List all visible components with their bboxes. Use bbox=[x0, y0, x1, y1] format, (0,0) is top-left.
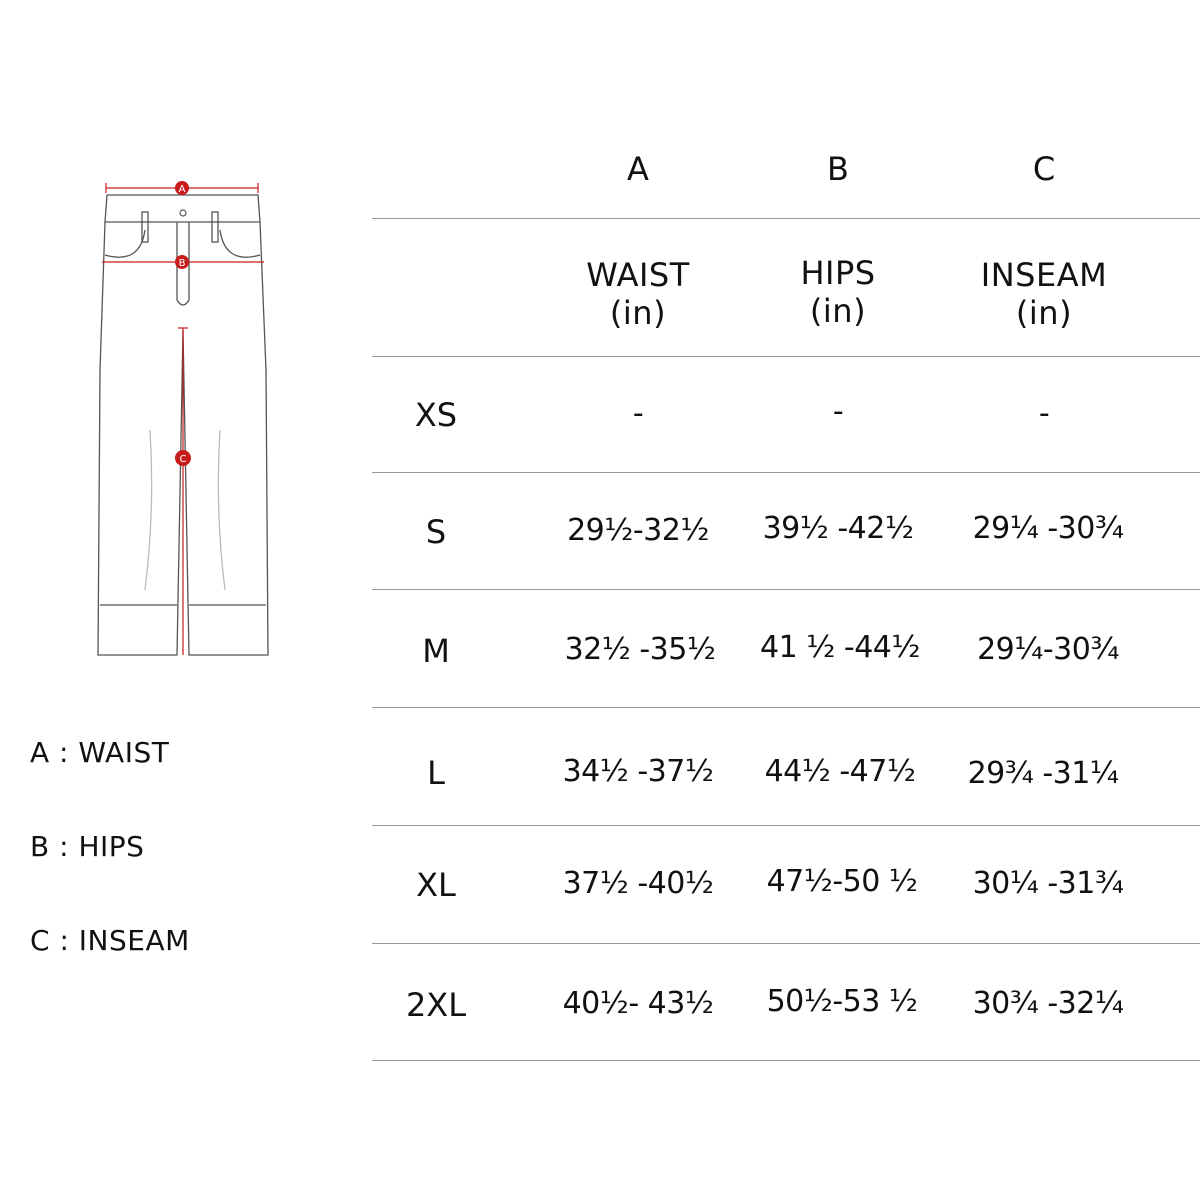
waist-value: - bbox=[632, 396, 644, 431]
header-waist bbox=[528, 256, 748, 332]
table-rule bbox=[372, 825, 1200, 826]
table-rule bbox=[372, 589, 1200, 590]
table-rule bbox=[372, 707, 1200, 708]
table-rule bbox=[372, 356, 1200, 357]
table-rule bbox=[372, 1060, 1200, 1061]
legend-inseam: C : INSEAM bbox=[30, 924, 190, 957]
hips-value: 39½ -42½ bbox=[762, 511, 914, 546]
table-rule bbox=[372, 943, 1200, 944]
legend-waist: A : WAIST bbox=[30, 736, 170, 769]
size-label: XS bbox=[414, 396, 458, 434]
header-hips bbox=[728, 254, 948, 330]
column-letter-b: B bbox=[827, 150, 849, 188]
waist-value: 29½-32½ bbox=[567, 513, 709, 548]
inseam-value: 30¾ -32¼ bbox=[972, 986, 1124, 1021]
hips-value: 41 ½ -44½ bbox=[760, 630, 920, 665]
header-hips-name: HIPS bbox=[800, 254, 876, 292]
marker-b-label: B bbox=[178, 258, 186, 269]
hips-value: 47½-50 ½ bbox=[766, 864, 918, 899]
header-inseam-unit: (in) bbox=[1015, 294, 1073, 332]
inseam-value: 29¾ -31¼ bbox=[967, 756, 1119, 791]
waist-value: 40½- 43½ bbox=[562, 986, 714, 1021]
size-label: XL bbox=[416, 866, 456, 904]
header-inseam-name: INSEAM bbox=[980, 256, 1108, 294]
header-waist-unit: (in) bbox=[609, 294, 667, 332]
marker-a-label: A bbox=[178, 184, 186, 195]
pants-diagram bbox=[90, 170, 280, 670]
column-letter-a: A bbox=[627, 150, 649, 188]
size-label: M bbox=[422, 632, 450, 670]
legend-hips: B : HIPS bbox=[30, 830, 145, 863]
header-waist-name: WAIST bbox=[586, 256, 690, 294]
table-rule bbox=[372, 218, 1200, 219]
waist-value: 32½ -35½ bbox=[564, 632, 716, 667]
hips-value: - bbox=[832, 394, 844, 429]
inseam-value: - bbox=[1038, 396, 1050, 431]
size-label: 2XL bbox=[405, 986, 467, 1024]
inseam-value: 29¼-30¾ bbox=[977, 632, 1119, 667]
header-inseam bbox=[934, 256, 1154, 332]
table-rule bbox=[372, 472, 1200, 473]
size-label: L bbox=[427, 754, 445, 792]
waist-value: 34½ -37½ bbox=[562, 754, 714, 789]
size-label: S bbox=[425, 513, 447, 551]
waist-value: 37½ -40½ bbox=[562, 866, 714, 901]
inseam-value: 30¼ -31¾ bbox=[972, 866, 1124, 901]
inseam-value: 29¼ -30¾ bbox=[972, 511, 1124, 546]
column-letter-c: C bbox=[1032, 150, 1056, 188]
hips-value: 50½-53 ½ bbox=[766, 984, 918, 1019]
marker-c-label: C bbox=[179, 454, 187, 465]
header-hips-unit: (in) bbox=[809, 292, 867, 330]
hips-value: 44½ -47½ bbox=[764, 754, 916, 789]
